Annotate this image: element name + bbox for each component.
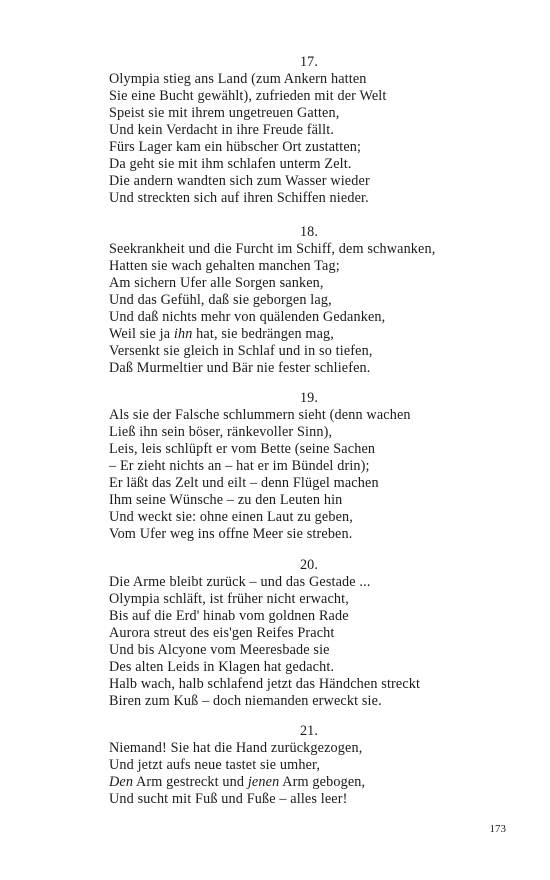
verse-line — [109, 441, 509, 458]
stanza-number: 21. — [299, 723, 319, 739]
verse-line — [109, 360, 509, 377]
verse-text: Ließ ihn sein böser, ränkevoller Sinn), — [109, 424, 333, 440]
verse-line — [109, 309, 509, 326]
verse-line — [109, 241, 509, 258]
stanza — [109, 224, 509, 377]
verse-line — [109, 475, 509, 492]
verse-text: Biren zum Kuß – doch niemanden erweckt sie. — [109, 693, 382, 709]
verse-line — [109, 275, 509, 292]
verse-text: Hatten sie wach gehalten manchen Tag; — [109, 258, 340, 274]
verse-text: hat, sie bedrängen mag, — [192, 326, 334, 342]
verse-line — [109, 791, 509, 808]
verse-line — [109, 292, 509, 309]
verse-line — [109, 173, 509, 190]
stanza-number: 18. — [299, 224, 319, 240]
verse-line — [109, 642, 509, 659]
verse-text: Und sucht mit Fuß und Fuße – alles leer! — [109, 791, 348, 807]
verse-text: Und bis Alcyone vom Meeresbade sie — [109, 642, 330, 658]
verse-text: Daß Murmeltier und Bär nie fester schliefen. — [109, 360, 371, 376]
verse-text: Als sie der Falsche schlummern sieht (denn wachen — [109, 407, 411, 423]
verse-text: Leis, leis schlüpft er vom Bette (seine Sachen — [109, 441, 376, 457]
verse-text: Vom Ufer weg ins offne Meer sie streben. — [109, 526, 353, 542]
page-number: 173 — [489, 823, 506, 835]
verse-text: Weil sie ja — [109, 326, 174, 342]
verse-text: Halb wach, halb schlafend jetzt das Händchen streckt — [109, 676, 421, 692]
verse-line — [109, 407, 509, 424]
verse-line — [109, 156, 509, 173]
verse-text: Bis auf die Erd' hinab vom goldnen Rade — [109, 608, 349, 624]
stanza-number: 19. — [299, 390, 319, 406]
verse-line — [109, 608, 509, 625]
verse-text: Versenkt sie gleich in Schlaf und in so tiefen, — [109, 343, 373, 359]
verse-text: Am sichern Ufer alle Sorgen sanken, — [109, 275, 324, 291]
verse-text: Und das Gefühl, daß sie geborgen lag, — [109, 292, 332, 308]
verse-text: Da geht sie mit ihm schlafen unterm Zelt. — [109, 156, 352, 172]
verse-line — [109, 676, 509, 693]
verse-line — [109, 258, 509, 275]
verse-text: Und weckt sie: ohne einen Laut zu geben, — [109, 509, 353, 525]
verse-line — [109, 574, 509, 591]
verse-text: Die Arme bleibt zurück – und das Gestade ... — [109, 574, 371, 590]
verse-line — [109, 625, 509, 642]
stanza-number: 20. — [299, 557, 319, 573]
verse-line — [109, 458, 509, 475]
verse-text: Fürs Lager kam ein hübscher Ort zustatten; — [109, 139, 362, 155]
verse-line — [109, 71, 509, 88]
verse-line — [109, 343, 509, 360]
verse-line — [109, 105, 509, 122]
stanza — [109, 723, 509, 808]
verse-text: Seekrankheit und die Furcht im Schiff, dem schwanken, — [109, 241, 436, 257]
verse-line — [109, 509, 509, 526]
emphasized-text: ihn — [173, 326, 193, 342]
verse-line — [109, 757, 509, 774]
stanza-number: 17. — [299, 54, 319, 70]
verse-text: Ihm seine Wünsche – zu den Leuten hin — [109, 492, 343, 508]
verse-line — [109, 122, 509, 139]
stanza — [109, 557, 509, 710]
verse-line — [109, 326, 509, 343]
verse-line — [109, 139, 509, 156]
verse-line — [109, 190, 509, 207]
verse-text: Sie eine Bucht gewählt), zufrieden mit der Welt — [109, 88, 387, 104]
verse-text: Olympia stieg ans Land (zum Ankern hatten — [109, 71, 367, 87]
verse-line — [109, 740, 509, 757]
verse-line — [109, 591, 509, 608]
verse-line — [109, 88, 509, 105]
stanza — [109, 390, 509, 543]
verse-text: Des alten Leids in Klagen hat gedacht. — [109, 659, 335, 675]
emphasized-text: jenen — [247, 774, 280, 790]
verse-text: – Er zieht nichts an – hat er im Bündel drin); — [109, 458, 370, 474]
emphasized-text: Den — [109, 774, 134, 790]
verse-line — [109, 424, 509, 441]
verse-line — [109, 492, 509, 509]
verse-text: Olympia schläft, ist früher nicht erwacht, — [109, 591, 349, 607]
verse-text: Und daß nichts mehr von quälenden Gedanken, — [109, 309, 386, 325]
verse-text: Er läßt das Zelt und eilt – denn Flügel machen — [109, 475, 379, 491]
verse-text: Niemand! Sie hat die Hand zurückgezogen, — [109, 740, 363, 756]
verse-text: Arm gebogen, — [279, 774, 366, 790]
verse-line — [109, 659, 509, 676]
verse-text: Aurora streut des eis'gen Reifes Pracht — [109, 625, 335, 641]
verse-line — [109, 774, 509, 791]
verse-text: Und jetzt aufs neue tastet sie umher, — [109, 757, 321, 773]
verse-text: Arm gestreckt und — [133, 774, 248, 790]
verse-text: Die andern wandten sich zum Wasser wieder — [109, 173, 370, 189]
verse-line — [109, 526, 509, 543]
stanza — [109, 54, 509, 207]
verse-text: Und streckten sich auf ihren Schiffen nieder. — [109, 190, 369, 206]
verse-text: Speist sie mit ihrem ungetreuen Gatten, — [109, 105, 340, 121]
verse-line — [109, 693, 509, 710]
verse-text: Und kein Verdacht in ihre Freude fällt. — [109, 122, 335, 138]
